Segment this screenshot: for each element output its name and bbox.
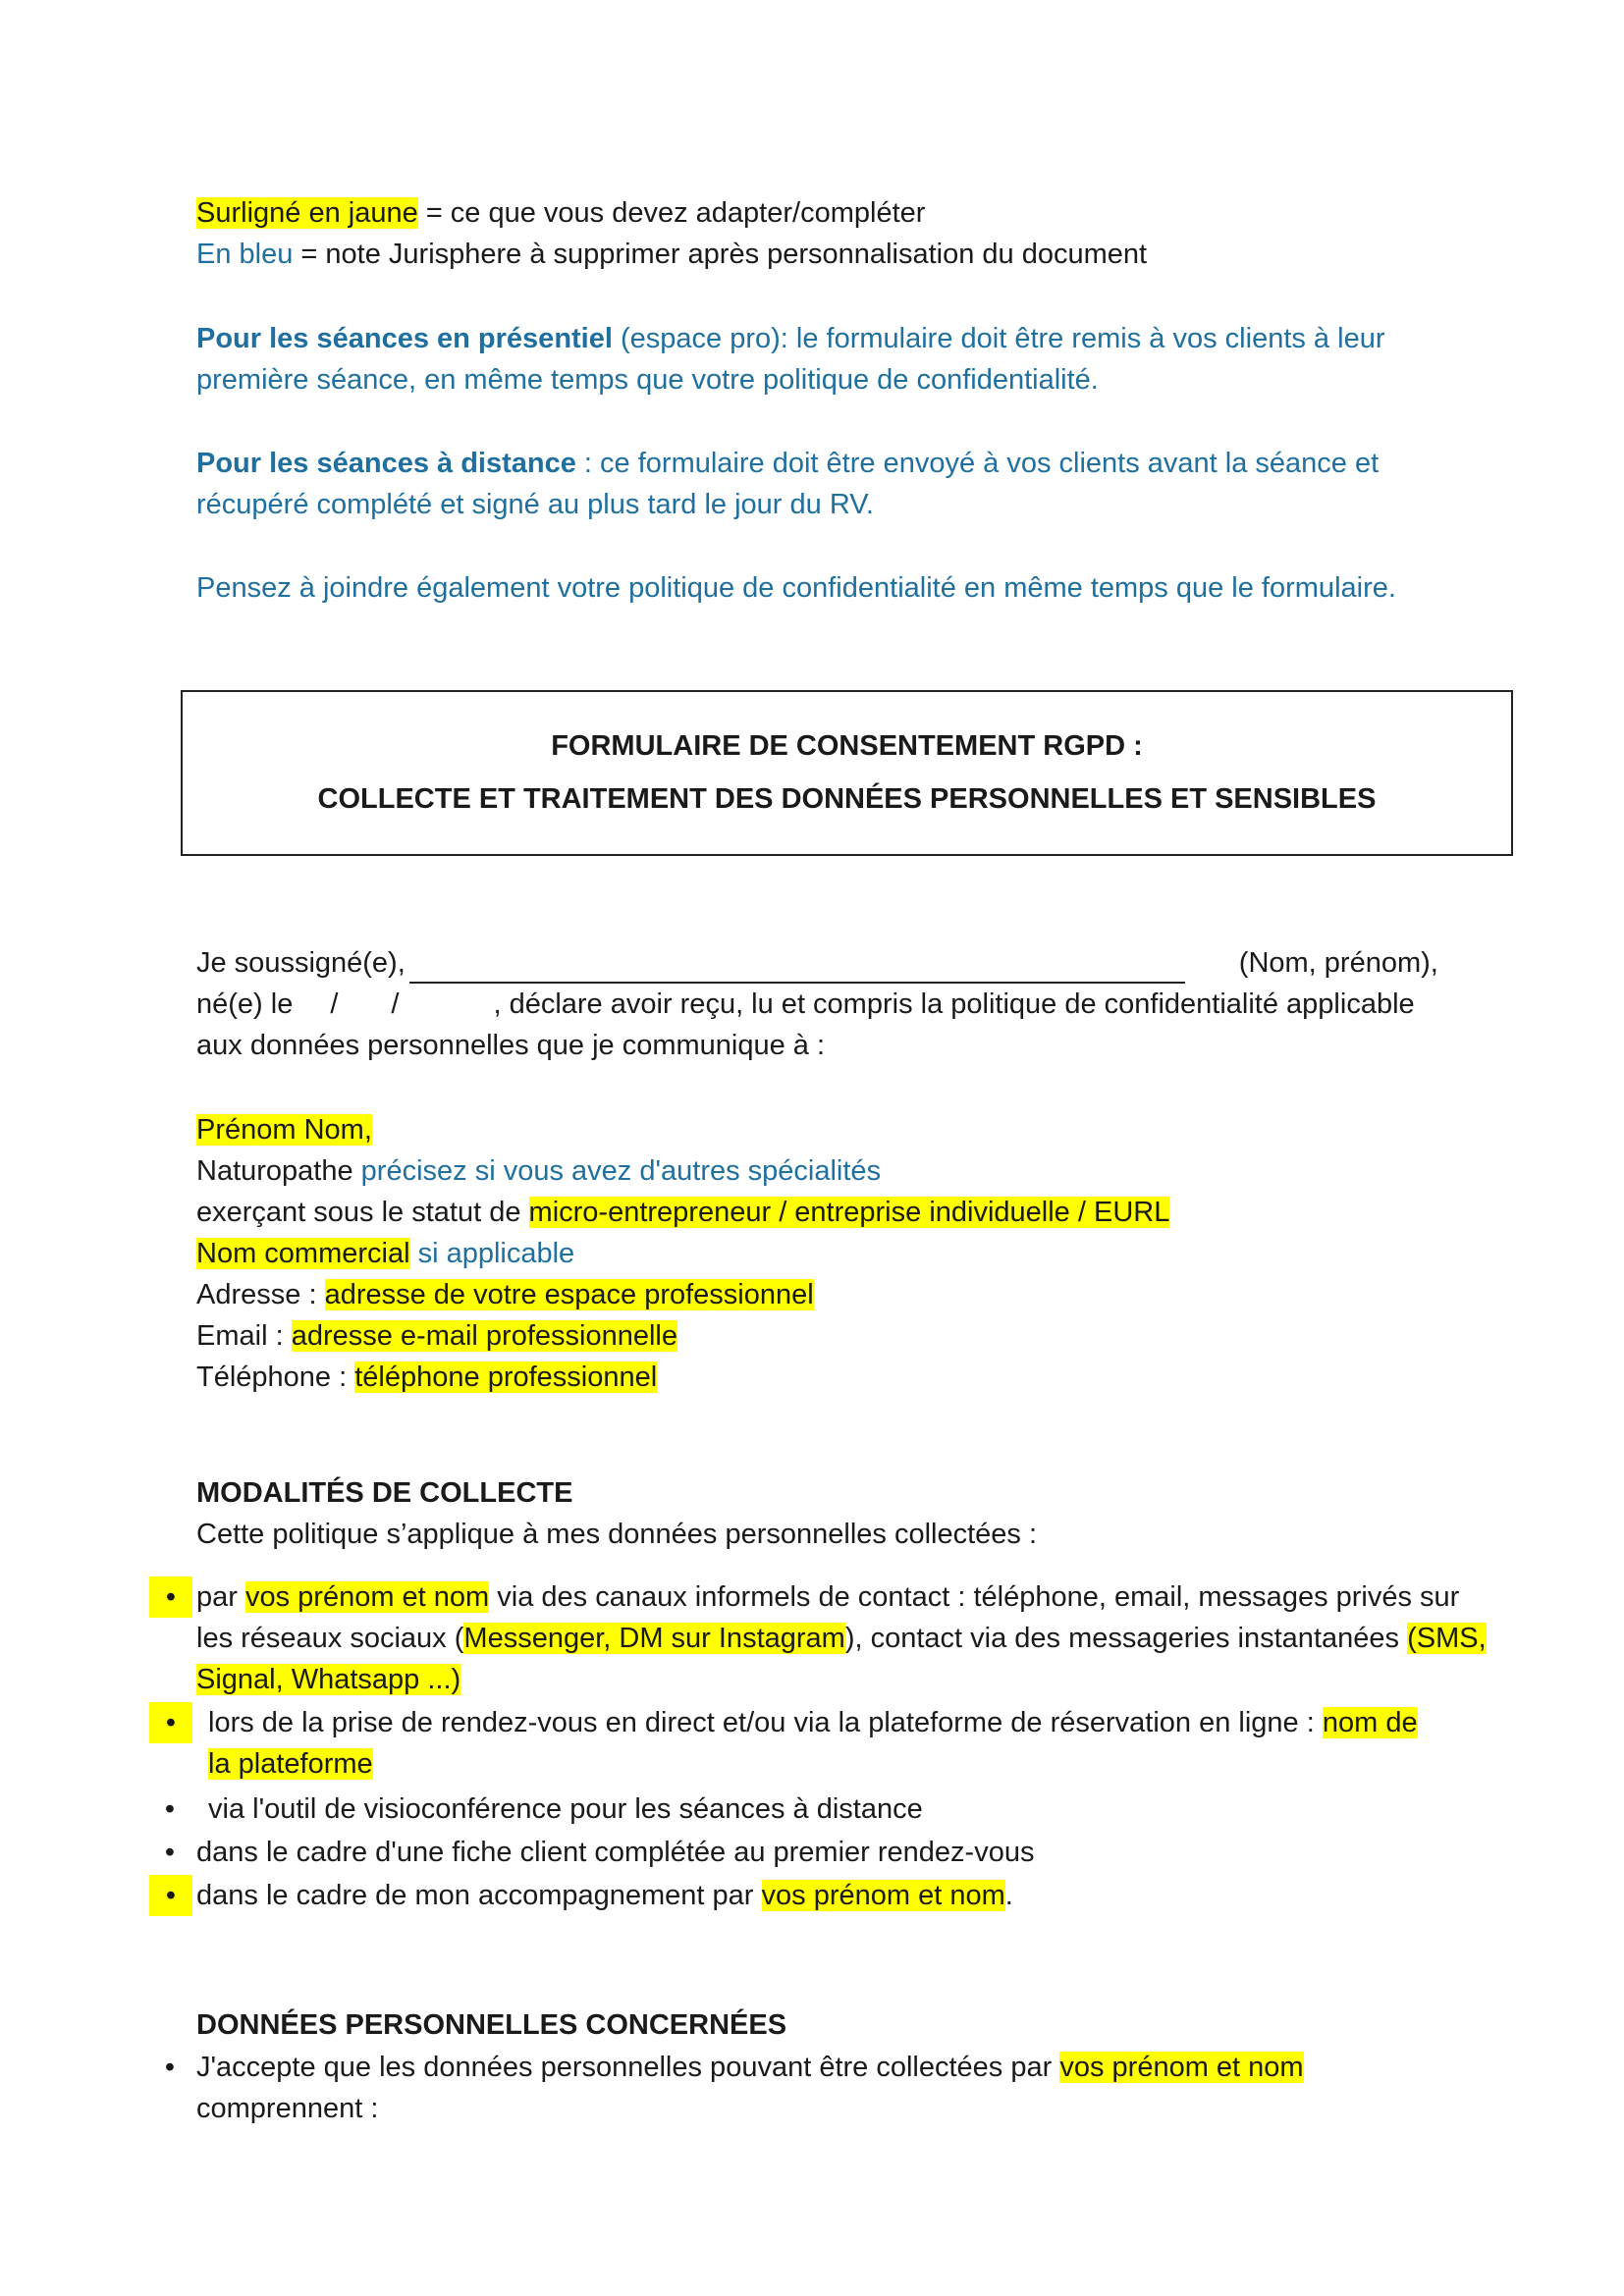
list-item: dans le cadre d'une fiche client complétée au premier rendez-vous: [196, 1837, 1035, 1868]
legend-blue-rest: = note Jurisphere à supprimer après personnalisation du document: [293, 239, 1148, 270]
list-item: lors de la prise de rendez-vous en direct et/ou via la plateforme de réservation en ligne : nom de la plateforme: [208, 1707, 1418, 1780]
list-item: par vos prénom et nom via des canaux informels de contact : téléphone, email, messages privés sur les réseaux sociaux (Messenger, DM sur Instagram), contact via des messageries instantanées (SMS, Signal, Whatsapp ...): [196, 1581, 1487, 1695]
form-title-line2: COLLECTE ET TRAITEMENT DES DONNÉES PERSONNELLES ET SENSIBLES: [317, 783, 1377, 815]
legend-yellow-label: Surligné en jaune: [196, 197, 418, 229]
declaration-line1: Je soussigné(e), (Nom, prénom),: [196, 942, 1532, 984]
note-presentiel-line2: première séance, en même temps que votre politique de confidentialité.: [196, 364, 1099, 396]
statut-value: micro-entrepreneur / entreprise individuelle / EURL: [528, 1197, 1170, 1228]
bullet-icon: •: [149, 1702, 192, 1743]
note-distance-bold: Pour les séances à distance: [196, 448, 576, 479]
declaration-line2: né(e) le / / , déclare avoir reçu, lu et compris la politique de confidentialité applicable: [196, 988, 1415, 1020]
list-item: via l'outil de visioconférence pour les séances à distance: [208, 1793, 923, 1825]
form-title-line1: FORMULAIRE DE CONSENTEMENT RGPD :: [551, 730, 1143, 762]
note-joindre: Pensez à joindre également votre politique de confidentialité en même temps que le formulaire.: [196, 572, 1396, 604]
bullet-icon: •: [164, 1837, 176, 1868]
specialites-note: précisez si vous avez d'autres spécialités: [360, 1155, 882, 1187]
tel-value: téléphone professionnel: [354, 1362, 658, 1393]
bullet-icon: •: [164, 1793, 176, 1825]
bullet-icon: •: [149, 1576, 192, 1618]
practitioner-name: Prénom Nom,: [196, 1114, 372, 1146]
email-value: adresse e-mail professionnelle: [291, 1320, 677, 1352]
bullet-icon: •: [164, 2052, 176, 2083]
list-item: dans le cadre de mon accompagnement par vos prénom et nom.: [196, 1880, 1013, 1911]
declaration: [196, 942, 1532, 1066]
note-distance-line1: : ce formulaire doit être envoyé à vos clients avant la séance et: [575, 448, 1380, 479]
nom-commercial: Nom commercial: [196, 1238, 410, 1269]
bullet-icon: •: [149, 1875, 192, 1916]
modalites-intro: Cette politique s’applique à mes données personnelles collectées :: [196, 1519, 1038, 1550]
modalites-heading: MODALITÉS DE COLLECTE: [196, 1477, 573, 1509]
legend-yellow-line: [196, 192, 1532, 234]
donnees-section: [196, 2004, 1532, 2046]
name-blank-field[interactable]: [409, 950, 1185, 984]
legend-yellow-rest: = ce que vous devez adapter/compléter: [417, 197, 926, 229]
declaration-line3: aux données personnelles que je communique à :: [196, 1030, 826, 1061]
adresse-value: adresse de votre espace professionnel: [324, 1279, 814, 1310]
list-item: J'accepte que les données personnelles pouvant être collectées par vos prénom et nom comprennent :: [196, 2052, 1304, 2124]
donnees-heading: DONNÉES PERSONNELLES CONCERNÉES: [196, 2009, 787, 2041]
legend-blue-line: [196, 234, 1532, 275]
note-presentiel-bold: Pour les séances en présentiel: [196, 323, 613, 354]
note-distance: [196, 443, 1532, 525]
practitioner-info: Prénom Nom, Naturopathe précisez si vous avez d'autres spécialités exerçant sous le statut de micro-entrepreneur / entreprise individuelle / EURL Nom commercial si applicable Adresse : adresse de votre espace professionnel Email : adresse e-mail professionnelle Téléphone : téléphone professionnel: [196, 1114, 1170, 1393]
modalites-section: [196, 1472, 1532, 1555]
note-presentiel-line1: (espace pro): le formulaire doit être remis à vos clients à leur: [612, 323, 1385, 354]
note-presentiel: [196, 318, 1532, 400]
legend: [196, 192, 1532, 275]
note-distance-line2: récupéré complété et signé au plus tard le jour du RV.: [196, 489, 874, 520]
title-box: [181, 690, 1513, 856]
legend-blue-label: En bleu: [196, 239, 294, 270]
